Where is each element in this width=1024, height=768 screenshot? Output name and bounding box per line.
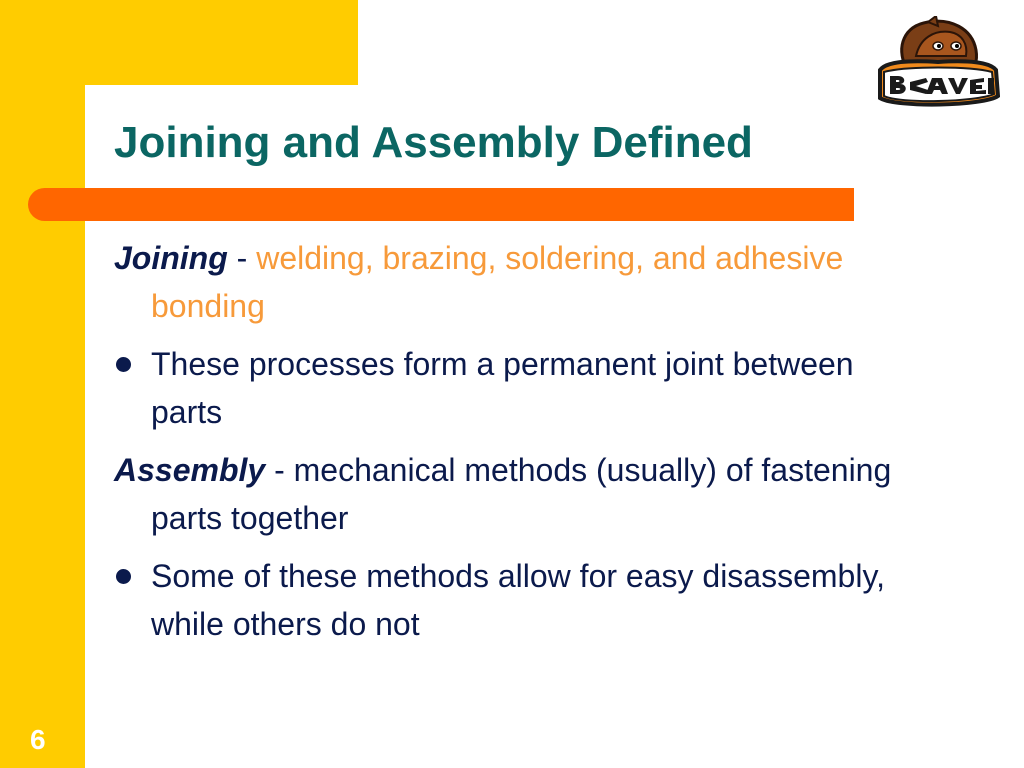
- slide-title: Joining and Assembly Defined: [114, 118, 753, 167]
- beaver-mascot-icon: [876, 16, 1000, 110]
- yellow-side-column: [0, 0, 85, 768]
- yellow-top-block: [0, 0, 358, 85]
- page-number: 6: [30, 724, 46, 755]
- beavers-logo: [876, 16, 1000, 110]
- assembly-separator: -: [265, 452, 294, 488]
- joining-bullet-text: These processes form a permanent joint between parts: [151, 346, 854, 430]
- assembly-bullet-text: Some of these methods allow for easy disassembly, while others do not: [151, 558, 885, 642]
- bullet-dot-icon: [116, 569, 131, 584]
- assembly-bullet-item: [114, 552, 894, 648]
- joining-definition-text: welding, brazing, soldering, and adhesive bonding: [151, 240, 844, 324]
- assembly-term: Assembly: [114, 452, 266, 488]
- slide-content: [114, 234, 894, 658]
- joining-term: Joining: [114, 240, 228, 276]
- title-underline-bar: [28, 188, 854, 221]
- bullet-dot-icon: [116, 357, 131, 372]
- joining-bullet-item: [114, 340, 894, 436]
- joining-definition: [114, 234, 894, 330]
- assembly-definition-text: mechanical methods (usually) of fastening parts together: [151, 452, 892, 536]
- assembly-definition: [114, 446, 894, 542]
- joining-separator: -: [227, 240, 257, 276]
